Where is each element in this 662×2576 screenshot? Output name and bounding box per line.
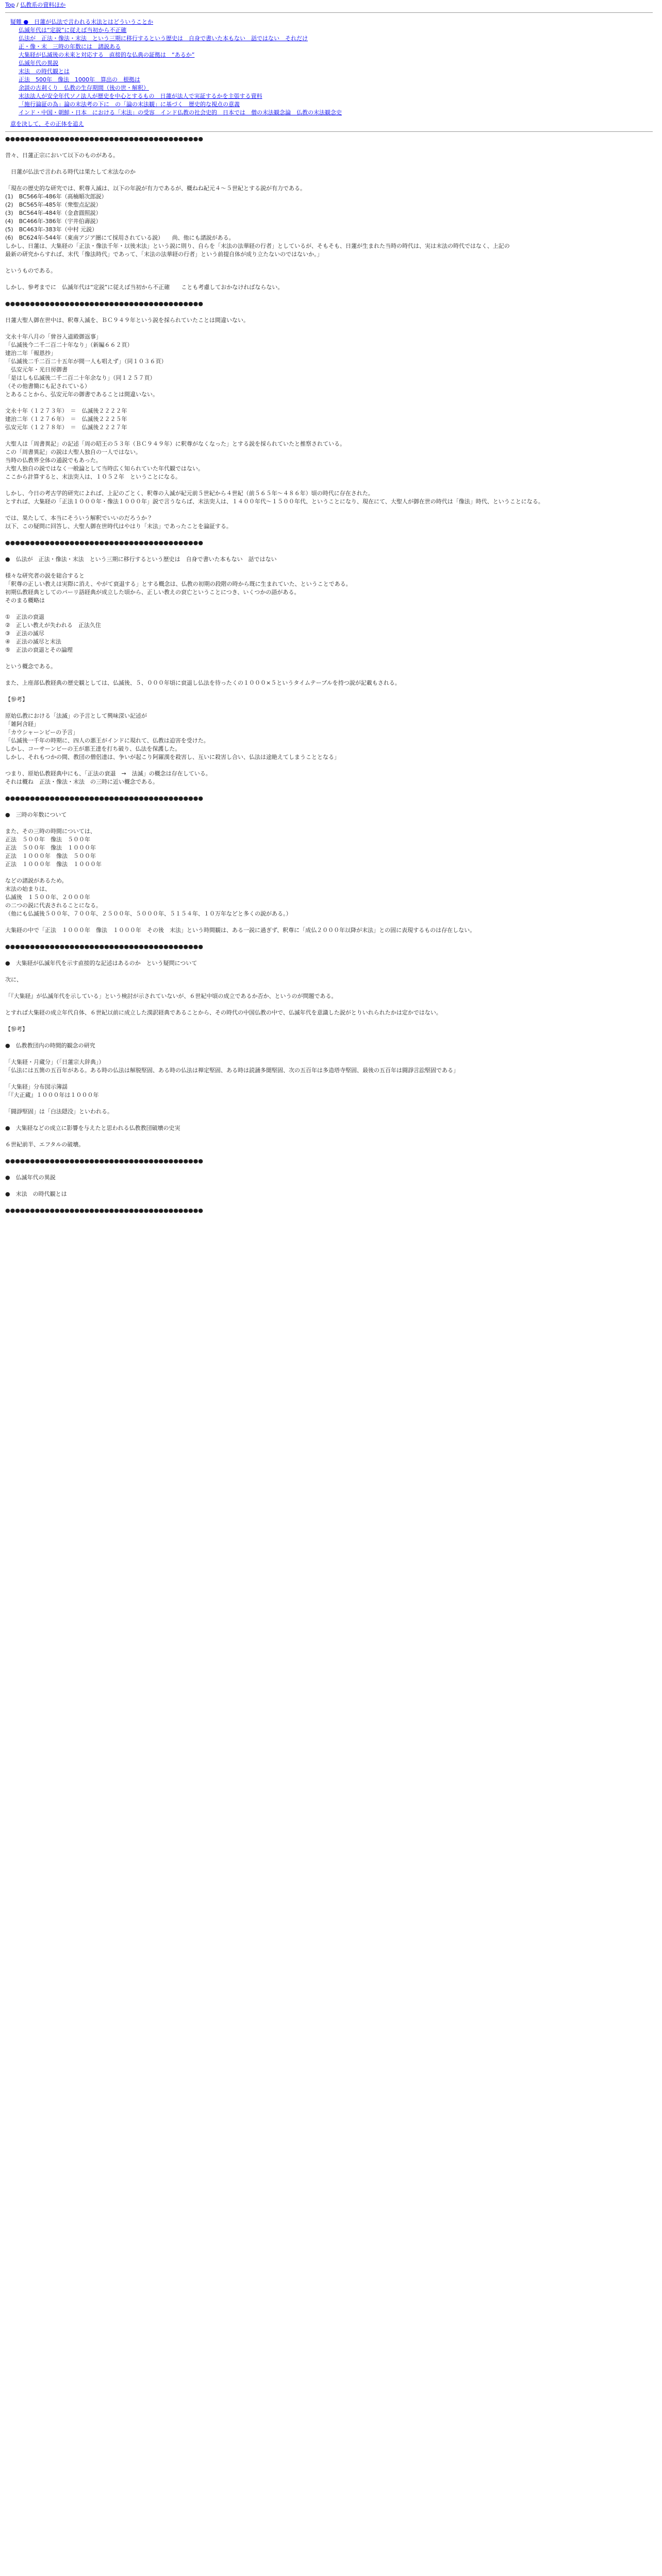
text-line: しかし、それもつかの間、教団の僧侶達は、争いが起こり阿羅漢を殺害し、互いに殺害し合い、仏法は途絶えてしまうこととなる」 <box>5 754 340 760</box>
text-line: 文永十年八月の「曾谷入道殿御返事」 <box>5 333 102 340</box>
text-line: 正法 ５００年 像法 １０００年 <box>5 844 96 851</box>
text-line: 「釈尊の正しい教えは実際に消え、やがて衰退する」とする概念は、仏教の初期の段階の時から既に生まれていた、ということである。 <box>5 581 352 587</box>
spacer <box>5 481 653 489</box>
text-line: 以下、この疑問に回答し、大聖人御在世時代はやはり「末法」であったことを論証する。 <box>5 523 232 530</box>
toc-link[interactable]: インド・中国・朝鮮・日本 における「末法」の受容 インド仏教の社会史的 日本では 僧の末法観念論 仏教の末法観念史 <box>19 109 342 116</box>
text-line: 正法 １０００年 像法 ５００年 <box>5 853 96 859</box>
spacer <box>5 259 653 267</box>
spacer <box>5 1033 653 1042</box>
text-line: また、上座部仏教経典の歴史観としては、仏滅後、５、０００年頃に衰退し仏法を待ったくの１０００×５というタイムテーブルを持つ説が記載もされる。 <box>5 680 401 686</box>
text-line: ● 末法 の時代観とは <box>5 1191 67 1197</box>
text-line: 「現在の歴史的な研究では、釈尊入滅は、以下の年説が有力であるが、概ねね紀元４～５世紀とする説が有力である。 <box>5 185 306 192</box>
text-line: 様々な研究者の説を総合すると <box>5 572 85 579</box>
article-body <box>5 135 653 1215</box>
text-line: 当時の仏教界全体の通説でもあった。 <box>5 457 102 464</box>
text-line: 仏滅後 １５００年、２０００年 <box>5 894 90 901</box>
text-line: ●●●●●●●●●●●●●●●●●●●●●●●●●●●●●●●●●●●●●●●● <box>5 300 203 307</box>
spacer <box>5 1182 653 1190</box>
text-line: とあることから、弘安元年の御書であることは間違いない。 <box>5 391 158 398</box>
spacer <box>5 1075 653 1083</box>
spacer <box>5 605 653 613</box>
text-line: 建治二年「報恩抄」 <box>5 350 56 357</box>
toc-link[interactable]: 疑難 ● 日蓮が仏法で言われる末法とはどういうことか <box>10 19 154 25</box>
text-line: ●●●●●●●●●●●●●●●●●●●●●●●●●●●●●●●●●●●●●●●● <box>5 795 203 802</box>
text-line: 大聖人は「周書異記」の記述「周の昭王の５３年（ＢＣ９４９年）に釈尊がなくなった」とする説を採られていたと推察されている。 <box>5 440 345 447</box>
text-line: 「雑阿含経」 <box>5 721 39 727</box>
text-line: 「仏滅後二千二百二十五年が間一人も唱えず」（同１０３６頁） <box>5 358 167 365</box>
text-line: 「闘諍堅固」は「白法隠没」といわれる。 <box>5 1108 113 1115</box>
text-line: 日蓮が仏法で言われる時代は果たして末法なのか <box>5 168 136 175</box>
text-line: (4) BC466年-386年（宇井伯壽説） <box>5 218 102 225</box>
spacer <box>5 1001 653 1009</box>
spacer <box>5 531 653 539</box>
spacer <box>5 1198 653 1207</box>
text-line: 正法 １０００年 像法 １０００年 <box>5 861 102 868</box>
text-line: の二つの説に代表されることになる。 <box>5 902 102 909</box>
spacer <box>5 308 653 316</box>
text-line: ● 大集経が仏滅年代を示す直接的な記述はあるのか という疑問について <box>5 960 197 967</box>
spacer <box>5 1099 653 1108</box>
text-line: （その他書簡にも記されている） <box>5 383 90 389</box>
text-line: ● 仏滅年代の異説 <box>5 1174 56 1181</box>
spacer <box>5 803 653 811</box>
text-line: ③ 正法の滅尽 <box>5 630 44 637</box>
breadcrumb-home-link[interactable]: Top <box>5 2 15 8</box>
text-line: という概念である。 <box>5 663 56 670</box>
text-line: 正法 ５００年 像法 ５００年 <box>5 836 90 843</box>
text-line: 【参考】 <box>5 696 28 703</box>
spacer <box>5 564 653 572</box>
divider <box>5 131 653 132</box>
spacer <box>5 968 653 976</box>
breadcrumb-current-link[interactable]: 仏教系の資料ほか <box>20 2 66 8</box>
text-line: 「仏滅後一千年の時期に、四人の悪王がインドに現れて、仏教は迫害を受けた。 <box>5 737 209 744</box>
spacer <box>5 786 653 794</box>
spacer <box>5 654 653 663</box>
toc-link[interactable]: 末法法人が安全年代ソノ法人が歴史を中心とするもの 日蓮が法人で実証するかを主張する資料 <box>19 93 262 99</box>
text-line: (2) BC565年-485年（衆聖点記説） <box>5 201 102 208</box>
text-line: (1) BC566年-486年（高楠順次郎説） <box>5 193 107 200</box>
text-line: (3) BC564年-484年（金倉圓照説） <box>5 210 102 216</box>
spacer <box>5 1165 653 1174</box>
spacer <box>5 176 653 184</box>
text-line: 「大集経」分布図示簿謡 <box>5 1083 68 1090</box>
text-line: 最新の研究からすれば、末代「像法時代」であって、「末法の法華経の行者」という前提自体が成り立たないのではないか。」 <box>5 251 323 258</box>
text-line: 【参考】 <box>5 1026 28 1032</box>
spacer <box>5 1132 653 1141</box>
spacer <box>5 984 653 992</box>
text-line: (6) BC624年-544年（東南アジア圏にて採用されている説） 尚、他にも諸説がある。 <box>5 234 235 241</box>
text-line: ●●●●●●●●●●●●●●●●●●●●●●●●●●●●●●●●●●●●●●●● <box>5 943 203 950</box>
text-line: 弘安元年・光日房御書 <box>5 366 68 373</box>
spacer <box>5 704 653 712</box>
text-line: ● 大集経などの成立に影響を与えたと思われる仏教教団破壊の史実 <box>5 1125 180 1131</box>
text-line: とすれば大集経の成立年代自体、６世紀以前に成立した漢訳経典であることから、その時代の中国仏教の中で、仏滅年代を意識した説がとりいれられたかは定かではない。 <box>5 1009 442 1016</box>
text-line: しかし、日蓮は、大集経の「正法・像法千年・以後末法」という説に則り、自らを「末法の法華経の行者」としているが、そもそも、日蓮が生まれた当時の時代は、実は末法の時代ではなく、上記の <box>5 243 510 249</box>
text-line: 末法の始まりは、 <box>5 886 51 892</box>
table-of-contents <box>10 18 653 128</box>
spacer <box>5 869 653 877</box>
spacer <box>5 399 653 407</box>
spacer <box>5 143 653 151</box>
text-line: ● 仏法が 正法・像法・末法 という三期に移行するという歴史は 自身で書いた本もない 話ではない <box>5 556 277 563</box>
text-line: 初期仏教経典としてのパーリ語経典が成立した頃から、正しい教えの衰亡ということにつき、いくつかの語がある。 <box>5 589 300 596</box>
text-line: 原始仏教における「法滅」の予言として興味深い記述が <box>5 713 147 719</box>
text-line: 「仏法には五箇の五百年がある。ある時の仏法は解脱堅固、ある時の仏法は禅定堅固、ある時は読誦多聞堅固、次の五百年は多造塔寺堅固、最後の五百年は闘諍言訟堅固である」 <box>5 1067 459 1074</box>
spacer <box>5 160 653 168</box>
text-line: 大聖人独自の説ではなく一般論として当時広く知られていた年代観ではない。 <box>5 465 204 472</box>
spacer <box>5 687 653 696</box>
spacer <box>5 1149 653 1157</box>
text-line: ② 正しい教えが失われる 正法久住 <box>5 622 101 629</box>
spacer <box>5 1017 653 1025</box>
text-line: ● 三時の年数について <box>5 811 67 818</box>
spacer <box>5 325 653 333</box>
text-line: この「周書異記」の説は大聖人独自の一人ではない。 <box>5 449 141 455</box>
text-line: 「カウシャーンビーの予言」 <box>5 729 79 736</box>
text-line: ●●●●●●●●●●●●●●●●●●●●●●●●●●●●●●●●●●●●●●●● <box>5 1158 203 1164</box>
spacer <box>5 275 653 283</box>
toc-link[interactable]: 「施行論証の為」論の末法考の下に の「論の末法観」に基づく 歴史的な視点の意義 <box>19 101 240 108</box>
text-line: (5) BC463年-383年（中村 元説） <box>5 226 98 233</box>
text-line: 「仏滅後今二千二百二十年なり」（新編６６２頁） <box>5 342 133 348</box>
text-line: ④ 正法の滅尽と末法 <box>5 638 61 645</box>
spacer <box>5 819 653 827</box>
spacer <box>5 761 653 770</box>
text-line: また、その三時の時間については、 <box>5 828 96 835</box>
text-line: ●●●●●●●●●●●●●●●●●●●●●●●●●●●●●●●●●●●●●●●● <box>5 1207 203 1214</box>
text-line: 「『大集経』が仏滅年代を示している」という検討が示されていないが、６世紀中頃の成立であるか否か、というのが問題である。 <box>5 993 337 999</box>
text-line: ６世紀前半、エフタルの破壊。 <box>5 1141 85 1148</box>
spacer <box>5 1116 653 1124</box>
spacer <box>5 547 653 555</box>
spacer <box>5 918 653 926</box>
text-line: 日蓮大聖人御在世中は、釈尊入滅を、ＢＣ９４９年という説を採られていたことは間違いない。 <box>5 317 249 324</box>
text-line: 「『大正蔵』１０００年は１０００年 <box>5 1092 99 1098</box>
text-line: ⑤ 正法の衰退とその論理 <box>5 647 73 653</box>
text-line: しかし、今日の考古学的研究によれば、上記のごとく、釈尊の入滅が紀元前５世紀から４世紀（前５６５年～４８６年）頃の時代に存在された。 <box>5 490 374 497</box>
toc-link[interactable]: 正・像・末 三時の年数には 諸説ある <box>19 43 121 50</box>
text-line: 次に、 <box>5 976 22 983</box>
spacer <box>5 432 653 440</box>
text-line: などの諸説があるため。 <box>5 877 68 884</box>
breadcrumb-separator: / <box>16 2 19 8</box>
toc-link[interactable]: 仏滅年代の異説 <box>19 60 58 66</box>
spacer <box>5 671 653 679</box>
text-line: それは概ね 正法・像法・末法 の三時に近い概念である。 <box>5 778 158 785</box>
text-line: 「大集経・月蔵分」（「日蓮宗大辞典」） <box>5 1059 105 1065</box>
text-line: ● 仏教教団内の時間的観念の研究 <box>5 1042 95 1049</box>
text-line: （他にも仏滅後５００年、７００年、２５００年、５０００年、５１５４年、１０万年などと多くの説がある。） <box>5 910 292 917</box>
text-line: 「是はしも仏滅後二千二百二十年余なり」（同１２５７頁） <box>5 375 156 381</box>
text-line: というものである。 <box>5 267 56 274</box>
text-line: 昔々、日蓮正宗において以下のものがある。 <box>5 152 119 159</box>
text-line: ① 正法の衰退 <box>5 614 44 620</box>
spacer <box>5 951 653 959</box>
text-line: 大集経の中で「正法 １０００年 像法 １０００年 その後 末法」という時間観は、ある一説に過ぎず、釈尊に「成仏２０００年以降が末法」との固に表現するものは存在しない。 <box>5 927 476 934</box>
divider <box>5 12 653 13</box>
text-line: 弘安元年（１２７８年） ＝ 仏滅後２２２７年 <box>5 424 127 431</box>
text-line: 建治二年（１２７６年） ＝ 仏滅後２２２５年 <box>5 416 127 422</box>
text-line: ●●●●●●●●●●●●●●●●●●●●●●●●●●●●●●●●●●●●●●●● <box>5 135 203 142</box>
toc-link[interactable]: 仏法が 正法・像法・末法 という三期に移行するという歴史は 自身で書いた本もない 話ではない それだけ <box>19 35 308 42</box>
toc-link[interactable]: 大集経が仏滅後の未来と対応する 直接的な仏典の証拠は “あるか” <box>19 52 195 58</box>
text-line: つまり、原始仏教経典中にも、「正法の衰退 → 法滅」の概念は存在している。 <box>5 770 211 777</box>
toc-link[interactable]: 正法 500年 像法 1000年 算出の 根拠は <box>19 76 140 83</box>
spacer <box>5 1050 653 1058</box>
toc-link[interactable]: 末法 の時代観とは <box>19 68 70 75</box>
text-line: ここから計算すると、末法突入は、１０５２年 ということになる。 <box>5 473 181 480</box>
text-line: 文永十年（１２７３年） ＝ 仏滅後２２２２年 <box>5 408 127 414</box>
text-line: とすれば、大集経の「正法１０００年・像法１０００年」説で言うならば、末法突入は、１４００年代～１５００年代、ということになり、現在にて、大聖人が御在世の時代は「像法」時代、ということになる。 <box>5 498 544 505</box>
text-line: しかし、参考までに 仏滅年代は“定説”に従えば当初から不正確 ことも考慮しておかなければならない。 <box>5 284 284 291</box>
toc-link[interactable]: 仏滅年代は“定説”に従えば当初から不正確 <box>19 27 127 33</box>
text-line: そのまる概略は <box>5 597 45 604</box>
spacer <box>5 292 653 300</box>
text-line: しかし、コーサーンビーの王が悪王達を打ち破り、仏法を保護した。 <box>5 745 181 752</box>
toc-link[interactable]: 余談の古刹くり 仏教の生存期間（後の世・解釈） <box>19 84 149 91</box>
spacer <box>5 935 653 943</box>
toc-link[interactable]: 意を決して、その正体を追え <box>10 121 84 127</box>
spacer <box>5 506 653 514</box>
text-line: では、果たして、本当にそういう解釈でいいのだろうか？ <box>5 515 153 521</box>
breadcrumb <box>5 1 653 9</box>
text-line: ●●●●●●●●●●●●●●●●●●●●●●●●●●●●●●●●●●●●●●●● <box>5 539 203 546</box>
